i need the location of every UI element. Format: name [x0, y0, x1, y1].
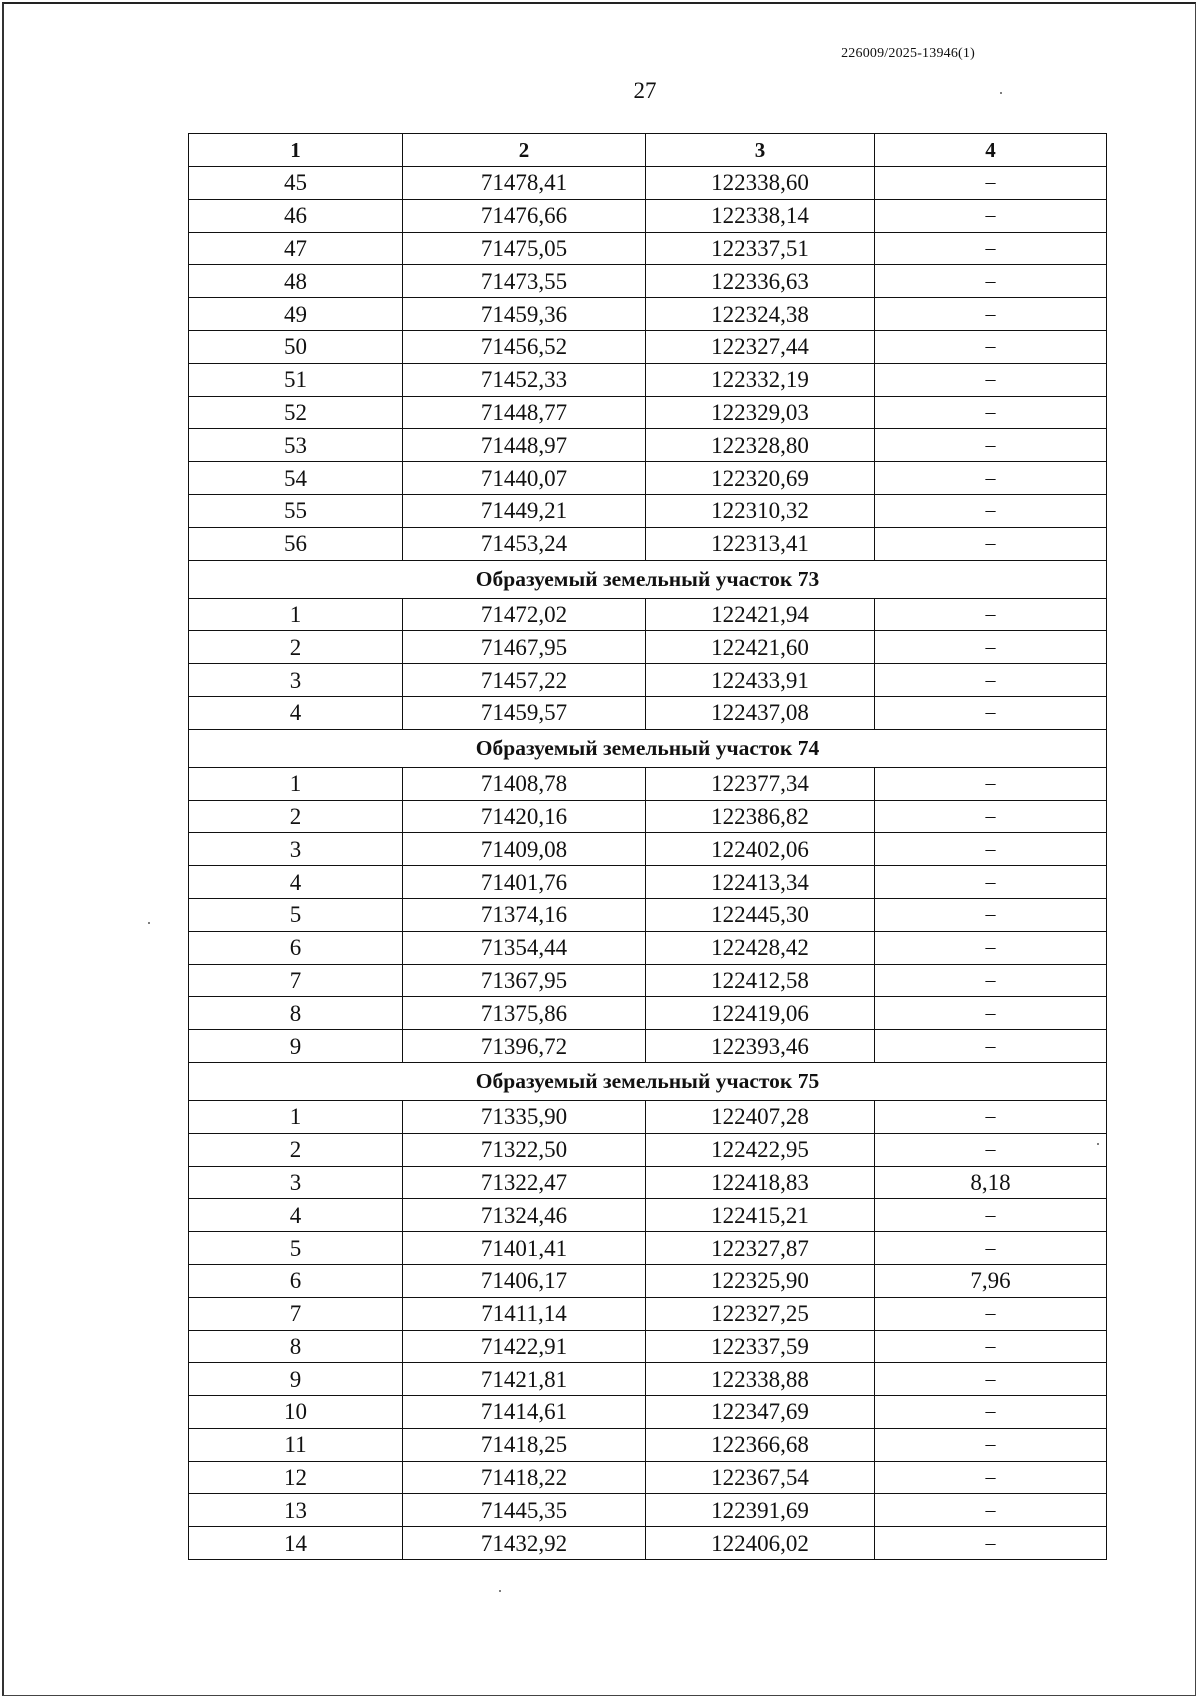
coordinate-x-cell: 71456,52 [403, 330, 646, 363]
coordinate-x-cell: 71448,77 [403, 396, 646, 429]
coordinate-y-cell: 122367,54 [646, 1461, 875, 1494]
value-cell: – [875, 898, 1107, 931]
column-header: 4 [875, 134, 1107, 167]
point-number-cell: 56 [189, 527, 403, 560]
point-number-cell: 48 [189, 265, 403, 298]
coordinate-y-cell: 122406,02 [646, 1527, 875, 1560]
value-cell: – [875, 1527, 1107, 1560]
scan-speck [148, 922, 150, 924]
value-cell: – [875, 997, 1107, 1030]
coordinate-x-cell: 71422,91 [403, 1330, 646, 1363]
table-row [189, 1527, 1107, 1560]
coordinate-x-cell: 71418,22 [403, 1461, 646, 1494]
point-number-cell: 4 [189, 696, 403, 729]
value-cell: – [875, 298, 1107, 331]
table-row [189, 265, 1107, 298]
table-row [189, 1100, 1107, 1133]
coordinate-x-cell: 71420,16 [403, 800, 646, 833]
point-number-cell: 5 [189, 1232, 403, 1265]
value-cell: – [875, 462, 1107, 495]
point-number-cell: 53 [189, 429, 403, 462]
page-number: 27 [633, 78, 657, 103]
coordinate-y-cell: 122421,94 [646, 598, 875, 631]
point-number-cell: 51 [189, 363, 403, 396]
table-row [189, 1363, 1107, 1396]
table-row [189, 866, 1107, 899]
coordinate-y-cell: 122402,06 [646, 833, 875, 866]
table-row [189, 1199, 1107, 1232]
point-number-cell: 3 [189, 833, 403, 866]
coordinate-x-cell: 71453,24 [403, 527, 646, 560]
coordinate-y-cell: 122415,21 [646, 1199, 875, 1232]
coordinate-x-cell: 71354,44 [403, 931, 646, 964]
value-cell: – [875, 631, 1107, 664]
point-number-cell: 6 [189, 931, 403, 964]
coordinates-table [188, 133, 1107, 1560]
value-cell: – [875, 167, 1107, 200]
coordinate-x-cell: 71396,72 [403, 1030, 646, 1063]
coordinate-x-cell: 71421,81 [403, 1363, 646, 1396]
coordinate-y-cell: 122332,19 [646, 363, 875, 396]
coordinate-x-cell: 71432,92 [403, 1527, 646, 1560]
value-cell: 7,96 [875, 1264, 1107, 1297]
coordinate-x-cell: 71324,46 [403, 1199, 646, 1232]
table-row [189, 631, 1107, 664]
value-cell: – [875, 1232, 1107, 1265]
point-number-cell: 2 [189, 800, 403, 833]
coordinate-y-cell: 122338,60 [646, 167, 875, 200]
value-cell: – [875, 696, 1107, 729]
coordinate-x-cell: 71401,41 [403, 1232, 646, 1265]
column-header: 2 [403, 134, 646, 167]
coordinate-x-cell: 71406,17 [403, 1264, 646, 1297]
value-cell: – [875, 767, 1107, 800]
coordinate-x-cell: 71467,95 [403, 631, 646, 664]
document-number: 226009/2025-13946(1) [841, 46, 975, 61]
point-number-cell: 1 [189, 1100, 403, 1133]
section-row [189, 560, 1107, 598]
coordinate-x-cell: 71452,33 [403, 363, 646, 396]
point-number-cell: 47 [189, 232, 403, 265]
scan-speck [1097, 1143, 1099, 1145]
table-row [189, 598, 1107, 631]
table-row [189, 1264, 1107, 1297]
section-row [189, 1062, 1107, 1100]
coordinate-x-cell: 71322,47 [403, 1166, 646, 1199]
table-row [189, 1396, 1107, 1429]
coordinate-y-cell: 122328,80 [646, 429, 875, 462]
table-row [189, 330, 1107, 363]
coordinates-table-container [188, 133, 1106, 1560]
point-number-cell: 8 [189, 1330, 403, 1363]
coordinate-y-cell: 122391,69 [646, 1494, 875, 1527]
point-number-cell: 9 [189, 1030, 403, 1063]
coordinate-y-cell: 122327,25 [646, 1297, 875, 1330]
coordinate-y-cell: 122421,60 [646, 631, 875, 664]
value-cell: – [875, 1396, 1107, 1429]
value-cell: – [875, 232, 1107, 265]
value-cell: – [875, 664, 1107, 697]
table-row [189, 1461, 1107, 1494]
point-number-cell: 9 [189, 1363, 403, 1396]
coordinate-y-cell: 122324,38 [646, 298, 875, 331]
value-cell: – [875, 1030, 1107, 1063]
table-row [189, 199, 1107, 232]
coordinate-x-cell: 71322,50 [403, 1133, 646, 1166]
coordinate-y-cell: 122313,41 [646, 527, 875, 560]
value-cell: – [875, 866, 1107, 899]
point-number-cell: 12 [189, 1461, 403, 1494]
table-row [189, 931, 1107, 964]
coordinate-x-cell: 71374,16 [403, 898, 646, 931]
table-row [189, 527, 1107, 560]
table-row [189, 1428, 1107, 1461]
point-number-cell: 4 [189, 1199, 403, 1232]
point-number-cell: 45 [189, 167, 403, 200]
table-row [189, 1133, 1107, 1166]
table-row [189, 1297, 1107, 1330]
table-row [189, 429, 1107, 462]
point-number-cell: 7 [189, 964, 403, 997]
coordinate-y-cell: 122445,30 [646, 898, 875, 931]
coordinate-x-cell: 71448,97 [403, 429, 646, 462]
coordinate-y-cell: 122437,08 [646, 696, 875, 729]
section-row [189, 729, 1107, 767]
value-cell: – [875, 265, 1107, 298]
coordinate-y-cell: 122393,46 [646, 1030, 875, 1063]
table-row [189, 396, 1107, 429]
table-row [189, 1030, 1107, 1063]
column-header: 1 [189, 134, 403, 167]
value-cell: – [875, 396, 1107, 429]
point-number-cell: 3 [189, 1166, 403, 1199]
value-cell: – [875, 1133, 1107, 1166]
value-cell: 8,18 [875, 1166, 1107, 1199]
point-number-cell: 7 [189, 1297, 403, 1330]
table-row [189, 664, 1107, 697]
value-cell: – [875, 1363, 1107, 1396]
value-cell: – [875, 598, 1107, 631]
point-number-cell: 2 [189, 631, 403, 664]
coordinate-x-cell: 71449,21 [403, 494, 646, 527]
coordinate-x-cell: 71457,22 [403, 664, 646, 697]
coordinate-x-cell: 71459,57 [403, 696, 646, 729]
table-row [189, 898, 1107, 931]
table-row [189, 232, 1107, 265]
table-row [189, 767, 1107, 800]
coordinate-y-cell: 122337,51 [646, 232, 875, 265]
value-cell: – [875, 1330, 1107, 1363]
coordinate-x-cell: 71409,08 [403, 833, 646, 866]
table-row [189, 997, 1107, 1030]
coordinate-x-cell: 71475,05 [403, 232, 646, 265]
value-cell: – [875, 800, 1107, 833]
coordinate-y-cell: 122386,82 [646, 800, 875, 833]
coordinate-y-cell: 122366,68 [646, 1428, 875, 1461]
point-number-cell: 2 [189, 1133, 403, 1166]
coordinate-x-cell: 71367,95 [403, 964, 646, 997]
point-number-cell: 4 [189, 866, 403, 899]
section-title: Образуемый земельный участок 75 [189, 1062, 1107, 1100]
point-number-cell: 11 [189, 1428, 403, 1461]
section-title: Образуемый земельный участок 74 [189, 729, 1107, 767]
value-cell: – [875, 429, 1107, 462]
value-cell: – [875, 833, 1107, 866]
point-number-cell: 3 [189, 664, 403, 697]
value-cell: – [875, 1297, 1107, 1330]
coordinate-y-cell: 122412,58 [646, 964, 875, 997]
coordinate-y-cell: 122422,95 [646, 1133, 875, 1166]
point-number-cell: 14 [189, 1527, 403, 1560]
coordinate-x-cell: 71476,66 [403, 199, 646, 232]
coordinate-x-cell: 71401,76 [403, 866, 646, 899]
point-number-cell: 55 [189, 494, 403, 527]
table-body [189, 167, 1107, 1560]
value-cell: – [875, 527, 1107, 560]
point-number-cell: 49 [189, 298, 403, 331]
point-number-cell: 52 [189, 396, 403, 429]
value-cell: – [875, 199, 1107, 232]
coordinate-y-cell: 122418,83 [646, 1166, 875, 1199]
point-number-cell: 6 [189, 1264, 403, 1297]
scan-speck [1000, 92, 1002, 94]
scan-speck [499, 1590, 501, 1592]
coordinate-y-cell: 122325,90 [646, 1264, 875, 1297]
value-cell: – [875, 964, 1107, 997]
table-header-row [189, 134, 1107, 167]
coordinate-y-cell: 122327,87 [646, 1232, 875, 1265]
value-cell: – [875, 363, 1107, 396]
table-row [189, 696, 1107, 729]
point-number-cell: 46 [189, 199, 403, 232]
point-number-cell: 10 [189, 1396, 403, 1429]
value-cell: – [875, 1100, 1107, 1133]
point-number-cell: 54 [189, 462, 403, 495]
coordinate-x-cell: 71375,86 [403, 997, 646, 1030]
coordinate-y-cell: 122327,44 [646, 330, 875, 363]
coordinate-x-cell: 71472,02 [403, 598, 646, 631]
coordinate-y-cell: 122347,69 [646, 1396, 875, 1429]
value-cell: – [875, 1494, 1107, 1527]
coordinate-y-cell: 122419,06 [646, 997, 875, 1030]
column-header: 3 [646, 134, 875, 167]
point-number-cell: 1 [189, 598, 403, 631]
coordinate-y-cell: 122377,34 [646, 767, 875, 800]
point-number-cell: 5 [189, 898, 403, 931]
coordinate-x-cell: 71414,61 [403, 1396, 646, 1429]
point-number-cell: 1 [189, 767, 403, 800]
coordinate-y-cell: 122338,88 [646, 1363, 875, 1396]
coordinate-y-cell: 122413,34 [646, 866, 875, 899]
point-number-cell: 13 [189, 1494, 403, 1527]
table-row [189, 167, 1107, 200]
coordinate-y-cell: 122320,69 [646, 462, 875, 495]
coordinate-y-cell: 122433,91 [646, 664, 875, 697]
section-title: Образуемый земельный участок 73 [189, 560, 1107, 598]
coordinate-x-cell: 71459,36 [403, 298, 646, 331]
value-cell: – [875, 330, 1107, 363]
coordinate-y-cell: 122428,42 [646, 931, 875, 964]
point-number-cell: 50 [189, 330, 403, 363]
table-row [189, 494, 1107, 527]
value-cell: – [875, 1199, 1107, 1232]
table-row [189, 1494, 1107, 1527]
coordinate-x-cell: 71473,55 [403, 265, 646, 298]
coordinate-x-cell: 71335,90 [403, 1100, 646, 1133]
coordinate-x-cell: 71411,14 [403, 1297, 646, 1330]
table-row [189, 462, 1107, 495]
table-row [189, 964, 1107, 997]
coordinate-y-cell: 122338,14 [646, 199, 875, 232]
value-cell: – [875, 494, 1107, 527]
coordinate-y-cell: 122407,28 [646, 1100, 875, 1133]
coordinate-x-cell: 71408,78 [403, 767, 646, 800]
point-number-cell: 8 [189, 997, 403, 1030]
coordinate-x-cell: 71418,25 [403, 1428, 646, 1461]
value-cell: – [875, 1428, 1107, 1461]
table-row [189, 1232, 1107, 1265]
coordinate-y-cell: 122336,63 [646, 265, 875, 298]
table-row [189, 833, 1107, 866]
coordinate-y-cell: 122310,32 [646, 494, 875, 527]
value-cell: – [875, 931, 1107, 964]
table-row [189, 1330, 1107, 1363]
coordinate-y-cell: 122337,59 [646, 1330, 875, 1363]
table-row [189, 1166, 1107, 1199]
coordinate-x-cell: 71478,41 [403, 167, 646, 200]
table-row [189, 298, 1107, 331]
table-row [189, 800, 1107, 833]
coordinate-x-cell: 71440,07 [403, 462, 646, 495]
table-row [189, 363, 1107, 396]
value-cell: – [875, 1461, 1107, 1494]
coordinate-x-cell: 71445,35 [403, 1494, 646, 1527]
coordinate-y-cell: 122329,03 [646, 396, 875, 429]
